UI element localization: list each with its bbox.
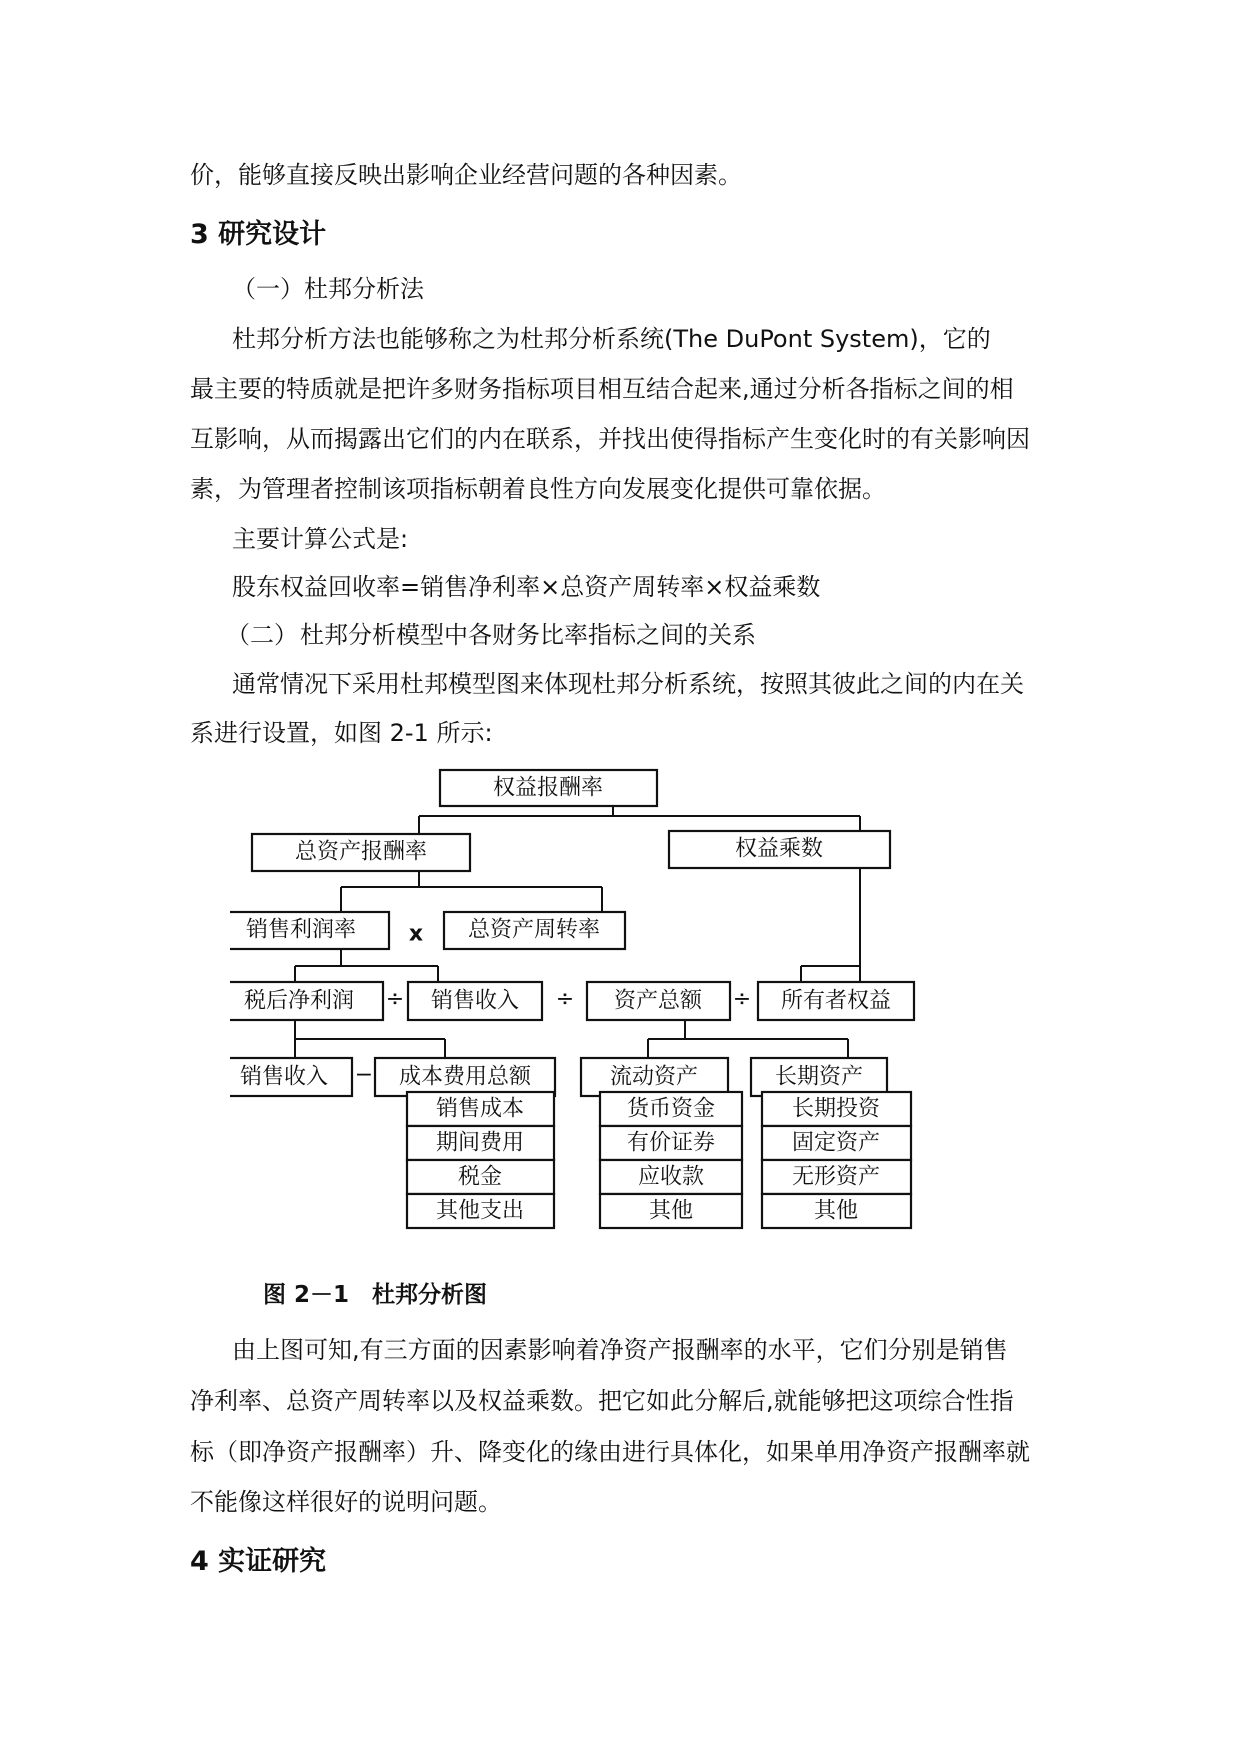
- box-total-asset-return: [252, 834, 470, 871]
- cost-item-2: [407, 1126, 554, 1160]
- dupont-diagram: [230, 762, 1030, 1262]
- subsection-2-title: 杜邦分析模型中各财务比率指标之间的关系: [300, 621, 756, 649]
- svg-text:应收款: 应收款: [637, 1164, 705, 1190]
- svg-text:无形资产: 无形资产: [791, 1164, 881, 1190]
- svg-text:销售收入: 销售收入: [430, 988, 520, 1014]
- svg-text:总资产报酬率: 总资产报酬率: [294, 839, 428, 865]
- box-total-assets: [587, 982, 730, 1020]
- intro-line: 价，能够直接反映出影响企业经营问题的各种因素。: [190, 161, 742, 189]
- svg-text:有价证券: 有价证券: [626, 1130, 716, 1156]
- figure-caption-title: 杜邦分析图: [372, 1282, 487, 1308]
- cost-item-3: [407, 1160, 554, 1194]
- longterm-items-stack: [762, 1092, 911, 1228]
- divide-operator-3: ÷: [732, 986, 752, 1012]
- para1-line-4: 素，为管理者控制该项指标朝着良性方向发展变化提供可靠依据。: [190, 475, 886, 503]
- section-3-heading: 3 研究设计: [190, 219, 327, 250]
- box-current-assets: [581, 1058, 728, 1096]
- current-item-3: [600, 1160, 742, 1194]
- svg-text:成本费用总额: 成本费用总额: [398, 1064, 532, 1090]
- formula: 股东权益回收率=销售净利率×总资产周转率×权益乘数: [232, 573, 821, 601]
- box-equity-multiplier: [669, 831, 890, 868]
- para3-line-2: 净利率、总资产周转率以及权益乘数。把它如此分解后,就能够把这项综合性指: [190, 1387, 1014, 1415]
- box-asset-turnover: [444, 912, 625, 949]
- minus-operator: −: [354, 1062, 374, 1088]
- current-items-stack: [600, 1092, 742, 1228]
- para2-line-2: 系进行设置，如图 2-1 所示:: [190, 719, 493, 747]
- longterm-item-1: [762, 1092, 911, 1126]
- svg-text:长期资产: 长期资产: [774, 1064, 864, 1090]
- para1-line-1: 杜邦分析方法也能够称之为杜邦分析系统(The DuPont System)，它的: [232, 325, 991, 353]
- box-roe: [440, 770, 657, 806]
- current-item-4: [600, 1194, 742, 1228]
- svg-text:其他: 其他: [648, 1198, 694, 1224]
- svg-text:资产总额: 资产总额: [613, 988, 703, 1014]
- box-cost-total: [375, 1058, 555, 1096]
- longterm-item-3: [762, 1160, 911, 1194]
- box-net-profit: [230, 982, 383, 1020]
- longterm-item-4: [762, 1194, 911, 1228]
- para1-line-2: 最主要的特质就是把许多财务指标项目相互结合起来,通过分析各指标之间的相: [190, 375, 1014, 403]
- cost-item-1: [407, 1092, 554, 1126]
- svg-text:销售利润率: 销售利润率: [245, 917, 357, 943]
- svg-text:权益报酬率: 权益报酬率: [492, 775, 604, 801]
- subsection-1-title: （一）杜邦分析法: [232, 275, 424, 303]
- longterm-item-2: [762, 1126, 911, 1160]
- svg-text:货币资金: 货币资金: [626, 1096, 716, 1122]
- para3-line-4: 不能像这样很好的说明问题。: [190, 1488, 502, 1516]
- svg-text:总资产周转率: 总资产周转率: [467, 917, 601, 943]
- formula-intro: 主要计算公式是:: [232, 525, 409, 553]
- box-sales-revenue-l4: [230, 1058, 352, 1096]
- svg-text:其他: 其他: [813, 1198, 859, 1224]
- para2-line-1: 通常情况下采用杜邦模型图来体现杜邦分析系统，按照其彼此之间的内在关: [232, 670, 1024, 698]
- svg-text:所有者权益: 所有者权益: [780, 988, 892, 1014]
- para3-line-3: 标（即净资产报酬率）升、降变化的缘由进行具体化，如果单用净资产报酬率就: [190, 1438, 1030, 1466]
- svg-text:销售收入: 销售收入: [239, 1064, 329, 1090]
- divide-operator-2: ÷: [555, 986, 575, 1012]
- multiply-operator: x: [408, 921, 424, 947]
- box-longterm-assets: [751, 1058, 887, 1096]
- divide-operator-1: ÷: [385, 986, 405, 1012]
- svg-text:销售成本: 销售成本: [435, 1096, 525, 1122]
- svg-text:流动资产: 流动资产: [609, 1064, 699, 1090]
- svg-text:固定资产: 固定资产: [791, 1130, 881, 1156]
- current-item-1: [600, 1092, 742, 1126]
- cost-item-4: [407, 1194, 554, 1228]
- subsection-2-number: （二）: [226, 621, 298, 649]
- current-item-2: [600, 1126, 742, 1160]
- box-owners-equity: [758, 982, 914, 1020]
- svg-text:税金: 税金: [457, 1164, 503, 1190]
- cost-items-stack: [407, 1092, 554, 1228]
- para1-line-3: 互影响，从而揭露出它们的内在联系，并找出使得指标产生变化时的有关影响因: [190, 425, 1030, 453]
- box-sales-revenue: [408, 982, 542, 1020]
- para3-line-1: 由上图可知,有三方面的因素影响着净资产报酬率的水平，它们分别是销售: [232, 1336, 1008, 1364]
- svg-text:其他支出: 其他支出: [435, 1198, 525, 1224]
- svg-text:权益乘数: 权益乘数: [734, 836, 824, 862]
- section-4-heading: 4 实证研究: [190, 1546, 327, 1577]
- box-sales-margin: [230, 912, 389, 949]
- svg-text:税后净利润: 税后净利润: [243, 988, 355, 1014]
- svg-text:长期投资: 长期投资: [791, 1096, 881, 1122]
- figure-caption-number: 图 2－1: [263, 1282, 350, 1308]
- svg-text:期间费用: 期间费用: [435, 1130, 525, 1156]
